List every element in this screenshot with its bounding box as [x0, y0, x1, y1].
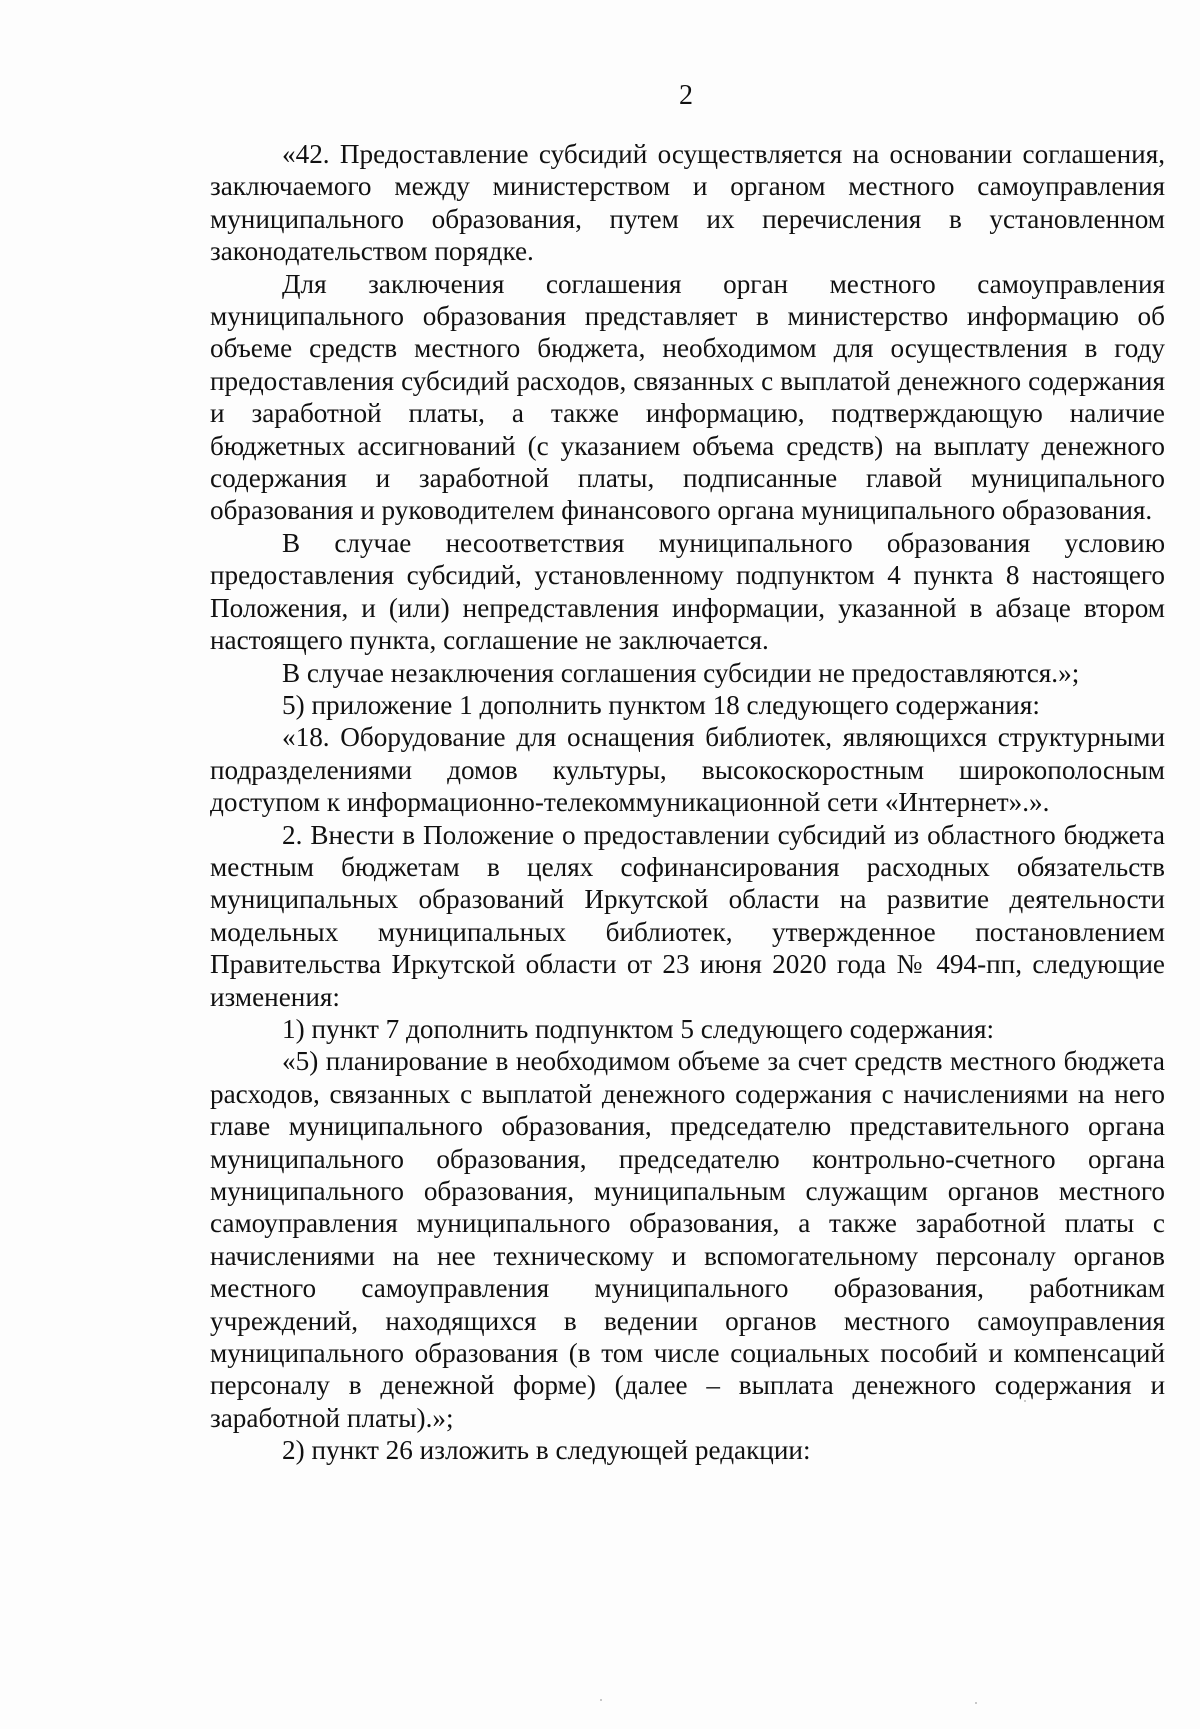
paragraph-clause-26: 2) пункт 26 изложить в следующей редакции: [282, 1435, 811, 1466]
paragraph-no-agreement: В случае незаключения соглашения субсидии не предоставляются.»; [282, 657, 1080, 688]
page-number: 2 [679, 80, 693, 111]
paragraph-clause-7: 1) пункт 7 дополнить подпунктом 5 следующего содержания: [282, 1013, 995, 1044]
paragraph-subclause-5: «5) планирование в необходимом объеме за счет средств местного бюджета расходов, связанных с выплатой денежного содержания с начислениями на него главе муниципального образования, председателю представительного органа муниципального образования, председателю контрольно-счетного органа муниципального образования, муниципальным служащим органов местного самоуправления муниципального образования, а также заработной платы с начислениями на нее техническому и вспомогательному персоналу органов местного самоуправления муниципального образования, работникам учреждений, находящихся в ведении органов местного самоуправления муниципального образования (в том числе социальных пособий и компенсаций персоналу в денежной форме) (далее – выплата денежного содержания и заработной платы).»; [210, 1046, 1165, 1433]
scan-speck [975, 1702, 977, 1704]
paragraph-clause-42: «42. Предоставление субсидий осуществляется на основании соглашения, заключаемого между министерством и органом местного самоуправления муниципального образования, путем их перечисления в установленном законодательством порядке. [210, 139, 1165, 267]
scan-speck [1024, 1400, 1026, 1402]
document-body [210, 138, 1165, 1467]
paragraph-appendix-1: 5) приложение 1 дополнить пунктом 18 следующего содержания: [282, 689, 1040, 720]
paragraph-noncompliance: В случае несоответствия муниципального образования условию предоставления субсидий, установленному подпунктом 4 пункта 8 настоящего Положения, и (или) непредставления информации, указанной в абзаце втором настоящего пункта, соглашение не заключается. [210, 527, 1165, 656]
paragraph-agreement-conditions: Для заключения соглашения орган местного самоуправления муниципального образования представляет в министерство информацию об объеме средств местного бюджета, необходимом для осуществления в году предоставления субсидий расходов, связанных с выплатой денежного содержания и заработной платы, а также информацию, подтверждающую наличие бюджетных ассигнований (с указанием объема средств) на выплату денежного содержания и заработной платы, подписанные главой муниципального образования и руководителем финансового органа муниципального образования. [210, 268, 1165, 526]
paragraph-amend-regulation: 2. Внести в Положение о предоставлении субсидий из областного бюджета местным бюджетам в целях софинансирования расходных обязательств муниципальных образований Иркутской области на развитие деятельности модельных муниципальных библиотек, утвержденное постановлением Правительства Иркутской области от 23 июня 2020 года № 494-пп, следующие изменения: [210, 819, 1165, 1012]
scan-speck [600, 1699, 602, 1701]
paragraph-item-18: «18. Оборудование для оснащения библиотек, являющихся структурными подразделениями домов культуры, высокоскоростным широкополосным доступом к информационно-телекоммуникационной сети «Интернет».». [210, 722, 1165, 818]
